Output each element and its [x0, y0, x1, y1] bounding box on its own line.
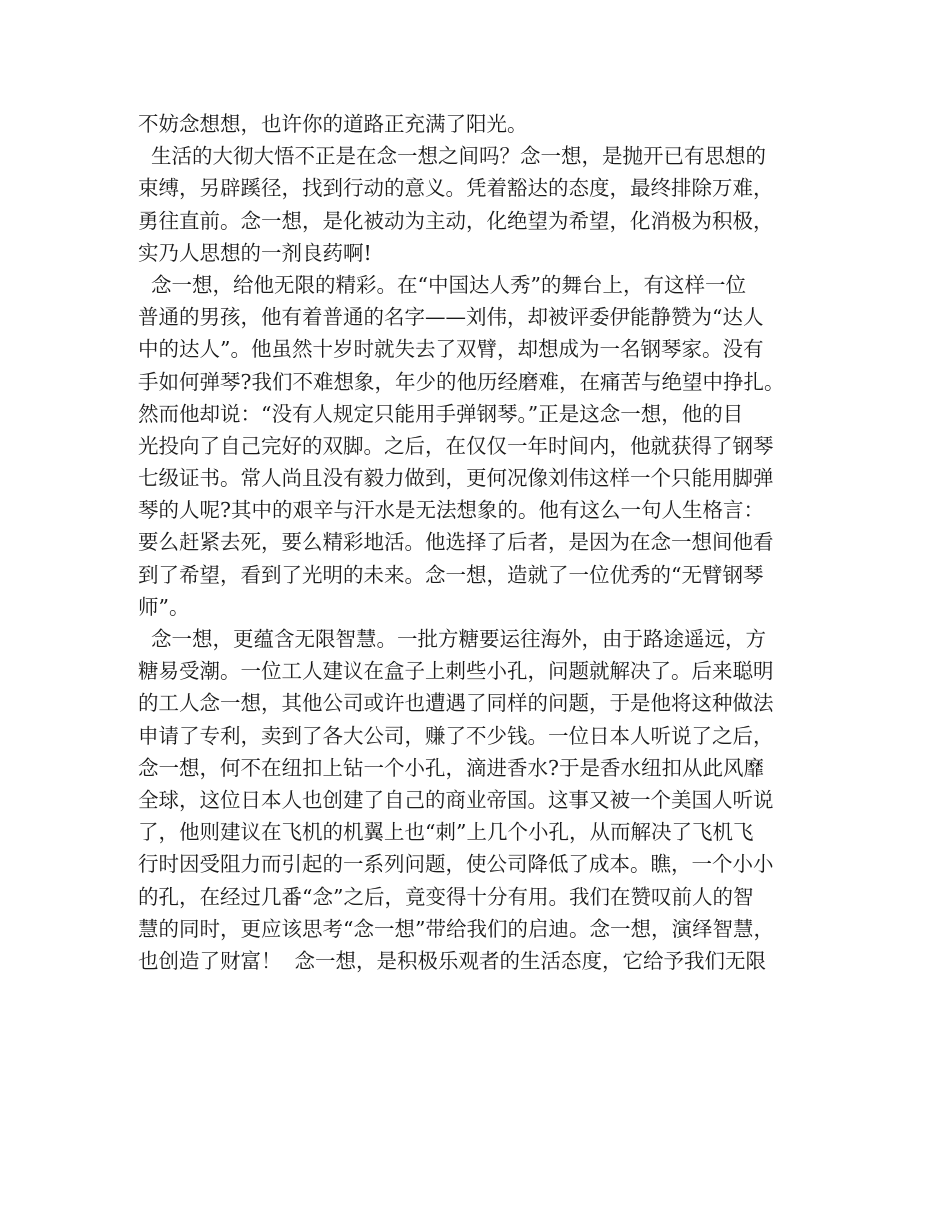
- text-line: 申请了专利，卖到了各大公司，赚了不少钱。一位日本人听说了之后，: [138, 723, 774, 748]
- text-line: 普通的男孩，他有着普通的名字——刘伟，却被评委伊能静赞为“达人: [138, 305, 764, 330]
- text-line: 七级证书。常人尚且没有毅力做到，更何况像刘伟这样一个只能用脚弹: [138, 466, 774, 491]
- text-line: 糖易受潮。一位工人建议在盒子上刺些小孔，问题就解决了。后来聪明: [138, 659, 774, 684]
- essay-body: [138, 108, 818, 977]
- text-line: 全球，这位日本人也创建了自己的商业帝国。这事又被一个美国人听说: [138, 787, 774, 812]
- text-line: 手如何弹琴?我们不难想象，年少的他历经磨难，在痛苦与绝望中挣扎。: [138, 369, 785, 394]
- text-line: 慧的同时，更应该思考“念一想”带给我们的启迪。念一想，演绎智慧，: [138, 916, 774, 941]
- text-line: 的孔，在经过几番“念”之后，竟变得十分有用。我们在赞叹前人的智: [138, 884, 754, 909]
- text-line: 生活的大彻大悟不正是在念一想之间吗？念一想，是抛开已有思想的: [138, 144, 767, 169]
- text-line: 的工人念一想，其他公司或许也遭遇了同样的问题，于是他将这种做法: [138, 691, 774, 716]
- text-line: 束缚，另辟蹊径，找到行动的意义。凭着豁达的态度，最终排除万难，: [138, 176, 774, 201]
- text-line: 念一想，给他无限的精彩。在“中国达人秀”的舞台上，有这样一位: [138, 272, 746, 297]
- text-line: 也创造了财富！ 念一想，是积极乐观者的生活态度，它给予我们无限: [138, 948, 767, 973]
- text-line: 到了希望，看到了光明的未来。念一想，造就了一位优秀的“无臂钢琴: [138, 562, 764, 587]
- text-line: 要么赶紧去死，要么精彩地活。他选择了后者，是因为在念一想间他看: [138, 530, 774, 555]
- text-line: 师”。: [138, 594, 190, 619]
- text-line: 勇往直前。念一想，是化被动为主动，化绝望为希望，化消极为积极，: [138, 208, 774, 233]
- text-line: 光投向了自己完好的双脚。之后，在仅仅一年时间内，他就获得了钢琴: [138, 433, 774, 458]
- text-line: 然而他却说：“没有人规定只能用手弹钢琴。”正是这念一想，他的目: [138, 401, 744, 426]
- text-line: 琴的人呢?其中的艰辛与汗水是无法想象的。他有这么一句人生格言：: [138, 498, 764, 523]
- text-line: 行时因受阻力而引起的一系列问题，使公司降低了成本。瞧，一个小小: [138, 852, 774, 877]
- text-line: 念一想，更蕴含无限智慧。一批方糖要运往海外，由于路途遥远，方: [138, 627, 767, 651]
- text-line: 念一想，何不在纽扣上钻一个小孔，滴进香水?于是香水纽扣从此风靡: [138, 755, 764, 780]
- text-line: 不妨念想想，也许你的道路正充满了阳光。: [138, 112, 528, 136]
- text-line: 实乃人思想的一剂良药啊!: [138, 240, 372, 265]
- text-line: 了，他则建议在飞机的机翼上也“刺”上几个小孔，从而解决了飞机飞: [138, 820, 754, 845]
- text-line: 中的达人”。他虽然十岁时就失去了双臂，却想成为一名钢琴家。没有: [138, 337, 764, 362]
